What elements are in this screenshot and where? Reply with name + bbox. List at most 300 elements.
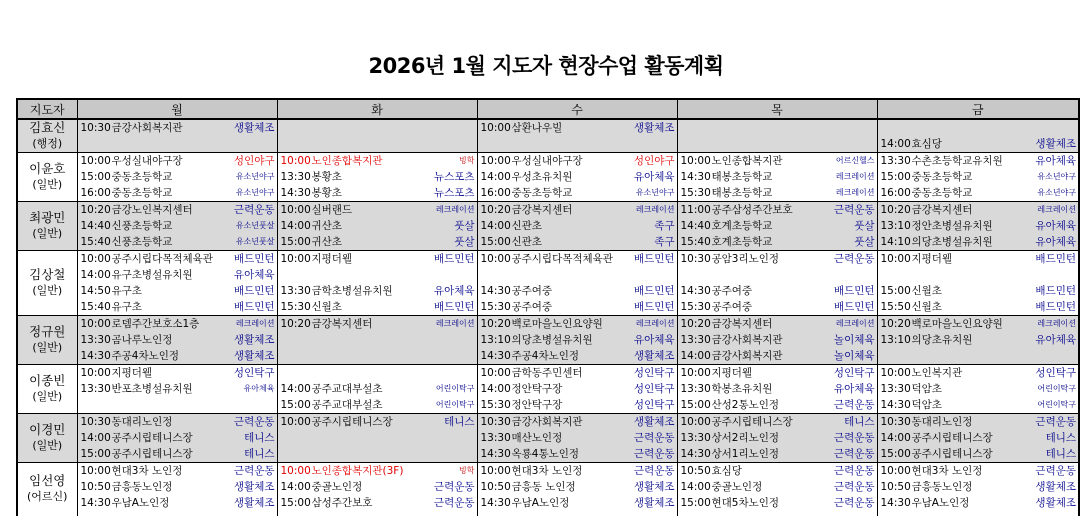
entry-place: 금강노인복지센터 [111, 204, 193, 216]
schedule-entry [681, 234, 875, 250]
entry-place: 신풍초등학교 [111, 220, 173, 232]
entry-place: 신풍초등학교 [111, 236, 173, 248]
schedule-entry [681, 414, 875, 430]
entry-time [681, 267, 712, 283]
schedule-entry [881, 251, 1077, 267]
entry-place: 학봉초유치원 [711, 383, 773, 395]
entry-place: 곰나루노인정 [111, 334, 173, 346]
entry-place: 금강복지센터 [911, 204, 973, 216]
entry-place: 백로마을노인요양원 [911, 318, 1003, 330]
entry-place: 공주삼성주간보호 [711, 204, 793, 216]
entry-activity: 풋살 [454, 220, 475, 232]
entry-time: 10:20 [80, 204, 111, 216]
instructor-name: 김상철 [29, 267, 66, 282]
entry-activity: 레크레이션 [835, 188, 875, 197]
schedule-entry [81, 446, 275, 462]
entry-time: 15:00 [80, 171, 111, 183]
entry-time: 10:30 [80, 416, 111, 428]
instructor-type: (일반) [32, 439, 63, 452]
schedule-entry [81, 120, 275, 136]
entry-place: 태봉초등학교 [711, 187, 773, 199]
schedule-entry [881, 430, 1077, 446]
entry-place: 의당초유치원 [911, 334, 973, 346]
entry-time [881, 348, 912, 364]
entry-activity: 생활체조 [1035, 481, 1076, 493]
entry-time: 10:00 [480, 122, 511, 134]
entry-place: 정안초병설유치원 [911, 220, 993, 232]
entry-place: 상서2리노인정 [711, 432, 780, 444]
schedule-entry [481, 332, 675, 348]
entry-place: 공주시립테니스장 [111, 448, 193, 460]
entry-place: 금학동주민센터 [511, 367, 583, 379]
entry-time: 14:00 [880, 138, 911, 150]
entry-activity: 풋살 [454, 236, 475, 248]
entry-time: 13:10 [880, 334, 911, 346]
schedule-entry [481, 267, 675, 283]
day-cell-tuesday [277, 251, 477, 316]
entry-time: 15:30 [480, 399, 511, 411]
entry-time: 13:30 [280, 171, 311, 183]
entry-place [912, 348, 1077, 364]
entry-time: 10:00 [880, 465, 911, 477]
day-cell-thursday [677, 251, 877, 316]
entry-activity: 유소년풋살 [235, 221, 275, 230]
entry-time [281, 348, 312, 364]
schedule-entry [681, 153, 875, 169]
entry-activity: 생활체조 [233, 481, 275, 493]
entry-activity: 유소년풋살 [235, 237, 275, 246]
entry-activity: 놀이체육 [833, 334, 875, 346]
entry-place [712, 267, 875, 283]
entry-time: 10:30 [80, 122, 111, 134]
entry-time: 16:00 [480, 187, 511, 199]
entry-time: 14:30 [680, 171, 711, 183]
day-cell-monday [77, 202, 277, 251]
entry-activity: 근력운동 [833, 253, 875, 265]
entry-place: 노인종합복지관(3F) [311, 465, 404, 477]
entry-activity: 놀이체육 [833, 350, 875, 362]
entry-activity: 배드민턴 [633, 253, 675, 265]
entry-place: 의당초병설유치원 [511, 334, 593, 346]
schedule-entry [281, 316, 475, 332]
schedule-entry [681, 267, 875, 283]
schedule-entry [281, 185, 475, 201]
schedule-entry [281, 479, 475, 495]
entry-activity: 근력운동 [833, 399, 875, 411]
schedule-entry [281, 267, 475, 283]
instructor-name: 임선영 [29, 473, 66, 489]
entry-place: 덕암초 [911, 383, 942, 395]
day-cell-tuesday [277, 463, 477, 516]
instructor-type: (일반) [32, 390, 63, 403]
entry-time: 15:40 [80, 236, 111, 248]
schedule-entry [281, 202, 475, 218]
entry-activity: 근력운동 [833, 204, 875, 216]
schedule-entry [81, 365, 275, 381]
entry-place: 옥룡4통노인정 [511, 448, 580, 460]
entry-activity: 유소년야구 [1037, 172, 1076, 181]
entry-activity: 유아체육 [243, 384, 275, 393]
entry-place: 주공4차노인정 [511, 350, 580, 362]
day-cell-friday [877, 316, 1079, 365]
entry-time: 15:40 [680, 236, 711, 248]
entry-activity: 근력운동 [633, 432, 675, 444]
entry-place: 금강복지센터 [311, 318, 373, 330]
entry-activity: 성인야구 [233, 155, 275, 167]
entry-place: 공주여중 [711, 301, 753, 313]
entry-place: 로뎀주간보호소1층 [111, 318, 200, 330]
entry-activity: 배드민턴 [233, 301, 275, 313]
entry-activity: 생활체조 [633, 497, 675, 509]
entry-time: 10:00 [680, 416, 711, 428]
entry-place: 노인종합복지관 [711, 155, 783, 167]
schedule-entry [481, 169, 675, 185]
entry-place: 공주시립테니스장 [911, 432, 993, 444]
entry-time: 13:30 [680, 432, 711, 444]
entry-place: 금강사회복지관 [111, 122, 183, 134]
entry-place: 금강사회복지관 [711, 350, 783, 362]
schedule-entry [681, 283, 875, 299]
day-cell-monday [77, 365, 277, 414]
header-monday: 월 [77, 99, 277, 119]
schedule-entry [481, 397, 675, 413]
entry-activity: 족구 [654, 220, 675, 232]
entry-place: 신관초 [511, 220, 542, 232]
entry-place: 동대리노인정 [911, 416, 973, 428]
entry-activity: 생활체조 [633, 416, 675, 428]
entry-activity: 어린이탁구 [1037, 384, 1076, 393]
entry-activity: 성인야구 [633, 155, 675, 167]
instructor-name: 이윤호 [29, 161, 66, 176]
schedule-entry [881, 267, 1077, 283]
entry-activity: 유아체육 [1035, 155, 1076, 167]
entry-activity: 배드민턴 [233, 253, 275, 265]
schedule-entry [881, 283, 1077, 299]
table-row [17, 316, 1079, 365]
schedule-entry [281, 430, 475, 446]
entry-activity: 유아체육 [233, 269, 275, 281]
entry-time: 10:00 [480, 367, 511, 379]
entry-place: 금흥동노인정 [111, 481, 173, 493]
entry-activity: 유소년야구 [1037, 188, 1076, 197]
entry-place: 신관초 [511, 236, 542, 248]
schedule-entry [481, 446, 675, 462]
entry-activity: 유아체육 [833, 383, 875, 395]
entry-activity: 성인탁구 [633, 367, 675, 379]
schedule-entry [881, 299, 1077, 315]
entry-activity: 배드민턴 [833, 285, 875, 297]
schedule-entry [81, 316, 275, 332]
entry-time: 14:30 [480, 497, 511, 509]
schedule-entry [681, 251, 875, 267]
entry-time: 13:30 [80, 383, 111, 395]
entry-place: 우남A노인정 [911, 497, 970, 509]
entry-place: 정안탁구장 [511, 383, 563, 395]
entry-time: 10:20 [280, 318, 311, 330]
schedule-entry [881, 463, 1077, 479]
day-cell-wednesday [477, 251, 677, 316]
entry-time: 10:20 [480, 204, 511, 216]
schedule-entry [481, 495, 675, 511]
entry-activity: 테니스 [244, 448, 275, 460]
instructor-cell [17, 365, 77, 414]
entry-time: 13:30 [280, 285, 311, 297]
schedule-entry [881, 202, 1077, 218]
entry-activity: 배드민턴 [1035, 301, 1076, 313]
entry-time: 13:30 [680, 383, 711, 395]
entry-activity: 생활체조 [233, 122, 275, 134]
day-cell-tuesday [277, 119, 477, 153]
entry-place: 신월초 [911, 285, 942, 297]
entry-activity: 배드민턴 [233, 285, 275, 297]
entry-place: 중골노인정 [311, 481, 363, 493]
entry-place: 백로마을노인요양원 [511, 318, 603, 330]
entry-activity: 어린이탁구 [1037, 400, 1076, 409]
entry-place: 현대5차노인정 [711, 497, 780, 509]
entry-activity: 레크레이션 [235, 319, 275, 328]
entry-time: 16:00 [80, 187, 111, 199]
entry-activity: 테니스 [1045, 448, 1076, 460]
instructor-type: (일반) [32, 341, 63, 354]
entry-time: 10:00 [280, 465, 311, 477]
table-row [17, 463, 1079, 516]
schedule-entry [681, 348, 875, 364]
entry-activity: 유아체육 [1035, 334, 1076, 346]
day-cell-tuesday [277, 202, 477, 251]
entry-activity: 근력운동 [833, 497, 875, 509]
schedule-entry [281, 234, 475, 250]
header-row [17, 99, 1079, 119]
entry-time: 15:00 [880, 171, 911, 183]
schedule-entry [81, 414, 275, 430]
instructor-cell [17, 251, 77, 316]
entry-place: 삼환나우빌 [511, 122, 563, 134]
entry-time: 10:00 [280, 155, 311, 167]
entry-place: 주공4차노인정 [111, 350, 180, 362]
day-cell-friday [877, 365, 1079, 414]
entry-activity: 빙학 [459, 156, 475, 165]
day-cell-tuesday [277, 316, 477, 365]
entry-time: 10:30 [480, 416, 511, 428]
entry-activity: 생활체조 [1035, 138, 1076, 150]
instructor-cell [17, 119, 77, 153]
entry-activity: 배드민턴 [633, 301, 675, 313]
schedule-entry [881, 316, 1077, 332]
schedule-entry [281, 218, 475, 234]
entry-time: 13:30 [880, 155, 911, 167]
schedule-entry [881, 332, 1077, 348]
entry-place: 정안탁구장 [511, 399, 563, 411]
schedule-entry [681, 495, 875, 511]
entry-time: 14:30 [80, 350, 111, 362]
entry-place: 효심당 [911, 138, 942, 150]
entry-place: 봉황초 [311, 171, 342, 183]
schedule-entry [681, 479, 875, 495]
entry-place: 삼성주간보호 [311, 497, 373, 509]
entry-place [112, 397, 275, 413]
entry-place: 공주여중 [711, 285, 753, 297]
entry-time: 15:00 [680, 497, 711, 509]
entry-time [881, 267, 912, 283]
entry-place: 금강사회복지관 [711, 334, 783, 346]
schedule-entry [81, 332, 275, 348]
instructor-cell [17, 414, 77, 463]
entry-time: 14:00 [880, 432, 911, 444]
entry-place: 효심당 [711, 465, 742, 477]
entry-activity: 테니스 [244, 432, 275, 444]
entry-place: 동대리노인정 [111, 416, 173, 428]
entry-time [281, 267, 312, 283]
entry-place [512, 267, 675, 283]
entry-place [312, 332, 475, 348]
entry-place: 공주시립테니스장 [311, 416, 393, 428]
entry-place: 중동초등학교 [911, 171, 973, 183]
entry-place: 산성2통노인정 [711, 399, 780, 411]
entry-time: 14:30 [880, 399, 911, 411]
entry-time: 14:40 [80, 220, 111, 232]
entry-activity: 근력운동 [233, 465, 275, 477]
table-row [17, 153, 1079, 202]
schedule-entry [881, 153, 1077, 169]
schedule-entry [281, 463, 475, 479]
schedule-entry [881, 479, 1077, 495]
schedule-entry [281, 446, 475, 462]
day-cell-wednesday [477, 119, 677, 153]
entry-time: 11:00 [680, 204, 711, 216]
schedule-entry [481, 218, 675, 234]
entry-time: 13:30 [880, 383, 911, 395]
day-cell-thursday [677, 202, 877, 251]
schedule-entry [281, 348, 475, 364]
schedule-entry [881, 120, 1077, 136]
schedule-entry [681, 169, 875, 185]
entry-activity: 근력운동 [633, 448, 675, 460]
entry-place: 금강복지센터 [711, 318, 773, 330]
day-cell-wednesday [477, 202, 677, 251]
entry-time: 15:00 [680, 399, 711, 411]
header-wednesday: 수 [477, 99, 677, 119]
schedule-entry [881, 234, 1077, 250]
schedule-entry [681, 430, 875, 446]
entry-place: 중동초등학교 [111, 171, 173, 183]
entry-place [312, 348, 475, 364]
entry-time [281, 365, 312, 381]
schedule-entry [481, 120, 675, 136]
day-cell-friday [877, 463, 1079, 516]
entry-time: 15:00 [280, 236, 311, 248]
schedule-entry [481, 316, 675, 332]
entry-place: 우성초유치원 [511, 171, 573, 183]
schedule-entry [481, 234, 675, 250]
instructor-type: (일반) [32, 284, 63, 297]
schedule-entry [881, 414, 1077, 430]
entry-time: 15:40 [80, 301, 111, 313]
instructor-type: (일반) [32, 227, 63, 240]
schedule-entry [281, 365, 475, 381]
instructor-cell [17, 316, 77, 365]
instructor-cell [17, 153, 77, 202]
entry-place: 우성실내야구장 [511, 155, 583, 167]
entry-time: 15:00 [880, 448, 911, 460]
entry-place: 지평더웰 [911, 253, 953, 265]
entry-activity: 뉴스포츠 [433, 171, 475, 183]
entry-place: 태봉초등학교 [711, 171, 773, 183]
entry-place [312, 430, 475, 446]
entry-place: 덕암초 [911, 399, 942, 411]
entry-time: 10:00 [80, 253, 111, 265]
entry-time: 10:20 [480, 318, 511, 330]
entry-time: 14:30 [480, 285, 511, 297]
entry-activity: 성인탁구 [233, 367, 275, 379]
entry-activity: 빙학 [459, 466, 475, 475]
entry-activity: 생활체조 [633, 481, 675, 493]
entry-activity: 테니스 [1045, 432, 1076, 444]
entry-time [281, 430, 312, 446]
entry-time: 14:30 [80, 497, 111, 509]
entry-time: 15:50 [880, 301, 911, 313]
entry-activity: 생활체조 [233, 334, 275, 346]
day-cell-monday [77, 251, 277, 316]
entry-activity: 레크레이션 [635, 205, 675, 214]
entry-time: 10:30 [680, 253, 711, 265]
entry-time: 14:00 [280, 481, 311, 493]
day-cell-monday [77, 316, 277, 365]
schedule-entry [881, 136, 1077, 152]
day-cell-wednesday [477, 153, 677, 202]
entry-activity: 레크레이션 [1037, 319, 1076, 328]
entry-time: 10:00 [280, 204, 311, 216]
entry-time: 14:50 [80, 285, 111, 297]
entry-activity: 성인탁구 [633, 399, 675, 411]
entry-time: 10:00 [280, 416, 311, 428]
entry-time: 14:30 [880, 497, 911, 509]
table-row [17, 119, 1079, 153]
entry-activity: 유소년야구 [235, 172, 275, 181]
schedule-entry [281, 299, 475, 315]
schedule-entry [481, 414, 675, 430]
schedule-entry [881, 185, 1077, 201]
entry-time: 13:10 [880, 220, 911, 232]
schedule-entry [81, 267, 275, 283]
entry-activity: 레크레이션 [1037, 205, 1076, 214]
entry-activity: 유아체육 [633, 171, 675, 183]
entry-time: 15:30 [480, 301, 511, 313]
entry-time: 10:00 [880, 367, 911, 379]
entry-time: 15:30 [680, 301, 711, 313]
day-cell-tuesday [277, 414, 477, 463]
schedule-entry [81, 153, 275, 169]
schedule-entry [81, 283, 275, 299]
entry-place: 공주시립다목적체육관 [111, 253, 213, 265]
schedule-entry [481, 251, 675, 267]
schedule-entry [681, 218, 875, 234]
entry-time: 14:00 [480, 220, 511, 232]
entry-activity: 레크레이션 [435, 205, 475, 214]
schedule-entry [81, 299, 275, 315]
day-cell-friday [877, 414, 1079, 463]
entry-place: 중동초등학교 [111, 187, 173, 199]
entry-place: 공주여중 [511, 285, 553, 297]
schedule-entry [881, 218, 1077, 234]
day-cell-monday [77, 463, 277, 516]
entry-activity: 생활체조 [633, 350, 675, 362]
schedule-entry [681, 463, 875, 479]
day-cell-monday [77, 119, 277, 153]
day-cell-thursday [677, 119, 877, 153]
entry-time: 10:50 [480, 481, 511, 493]
entry-place: 공주시립테니스장 [911, 448, 993, 460]
entry-time: 13:30 [80, 334, 111, 346]
